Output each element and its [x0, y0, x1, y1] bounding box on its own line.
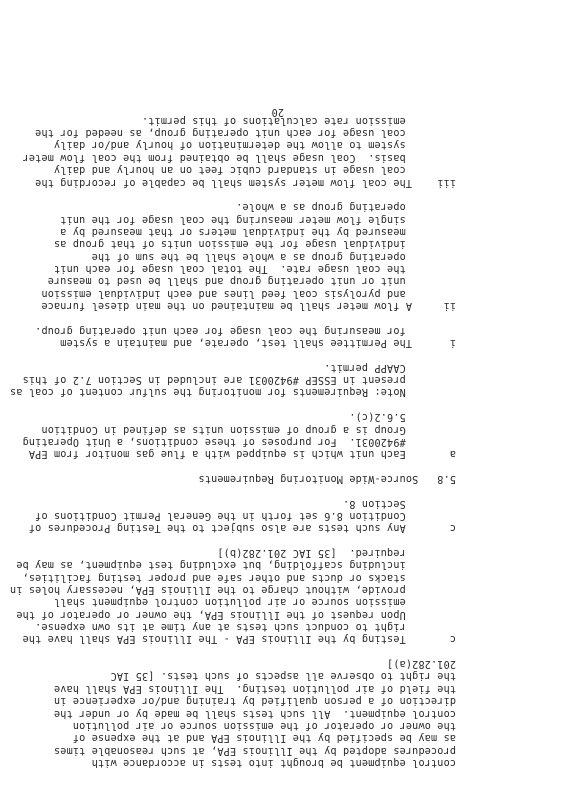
text-line: ii A flow meter shall be maintained on the main diesel furnace [41, 300, 456, 312]
text-line: coal usage for each unit operating group, as needed for the [35, 127, 456, 139]
text-line: system to allow the determination of hourly and/or daily [53, 139, 456, 151]
text-line: stacks or ducts and other safe and proper testing facilities, [22, 571, 456, 583]
text-line: CAAPP permit. [324, 361, 456, 373]
text-line: as may be specified by the Illinois EPA and at the expense of [72, 732, 456, 744]
text-line: the coal usage rate. The total coal usage for each unit [53, 263, 456, 274]
text-line: right to conduct such tests at any time at its own expense. [35, 621, 456, 633]
text-line: single flow meter measuring the coal usage for the unit [60, 213, 456, 225]
text-line: individual usage for the emission units of that group as [53, 238, 456, 250]
text-line: the right to observe all aspects of such tests. [35 IAC [110, 670, 456, 682]
text-line: Group is a group of emission units as defined in Condition [41, 423, 456, 435]
text-line: measured by the individual meters or that measured by a [60, 226, 456, 237]
text-line: coal usage in standard cubic feet on an hourly and daily [53, 164, 456, 176]
text-line: required. [35 IAC 201.282(b)] [217, 547, 456, 559]
text-line: Upon request of the Illinois EPA, the owner or operator of the [16, 608, 456, 620]
text-line: Condition 8.6 set forth in the General Permit Conditions of [35, 510, 456, 521]
text-line: c Testing by the Illinois EPA - The Illinois EPA shall have the [22, 633, 456, 645]
text-line: provide, without charge to the Illinois EPA, necessary holes in [9, 584, 456, 596]
text-line: control equipment. All such tests shall be made by or under the [53, 707, 456, 719]
text-line: Section 8. [342, 497, 456, 509]
text-line: including scaffolding, but excluding test equipment, as may be [16, 559, 456, 571]
text-line: a Each unit which is equipped with a flue gas monitor from EPA [28, 448, 456, 460]
text-line: emission source or air pollution control equipment shall [53, 596, 456, 608]
text-line: procedures adopted by the Illinois EPA, at such reasonable times [53, 744, 456, 756]
text-line: basis. Coal usage shall be obtained from the coal flow meter [22, 151, 456, 163]
text-line: 5.6.2(c). [349, 411, 456, 423]
text-line: emission rate calculations of this permit. [141, 114, 456, 126]
text-line: unit or unit operating group and shall be used to measure [47, 275, 456, 287]
text-line: 201.282(a)] [386, 658, 456, 670]
text-line: control equipment be brought into tests in accordance with [91, 757, 456, 768]
page-number: 20 [271, 106, 284, 117]
text-line: the owner or operator of the emission source or air pollution [72, 720, 456, 731]
text-line: i The Permittee shall test, operate, and maintain a system [60, 337, 456, 349]
text-line: Note: Requirements for monitoring the sulfur content of coal as [9, 386, 456, 398]
text-line: iii The coal flow meter system shall be capable of recording the [35, 176, 456, 188]
text-line: operating group as a whole. [236, 201, 456, 213]
text-line: and pyrolysis coal feed lines and each individual emission [41, 287, 456, 299]
text-line: #9420031. For purposes of these conditions, a Unit Operating [22, 435, 456, 447]
text-line: operating group as a whole shall be the sum of the [91, 250, 456, 262]
text-line: the field of air pollution testing. The Illinois EPA shall have [53, 682, 456, 694]
text-line: direction of a person qualified by training and/or experience in [53, 695, 456, 707]
text-line: c Any such tests are also subject to the Testing Procedures of [28, 522, 456, 534]
text-line: for measuring the coal usage for each unit operating group. [35, 324, 456, 336]
text-line: 5.8 Source-Wide Monitoring Requirements [198, 472, 456, 484]
text-line: present in ESSEP #9420031 are included in Section 7.2 of this [22, 374, 456, 386]
